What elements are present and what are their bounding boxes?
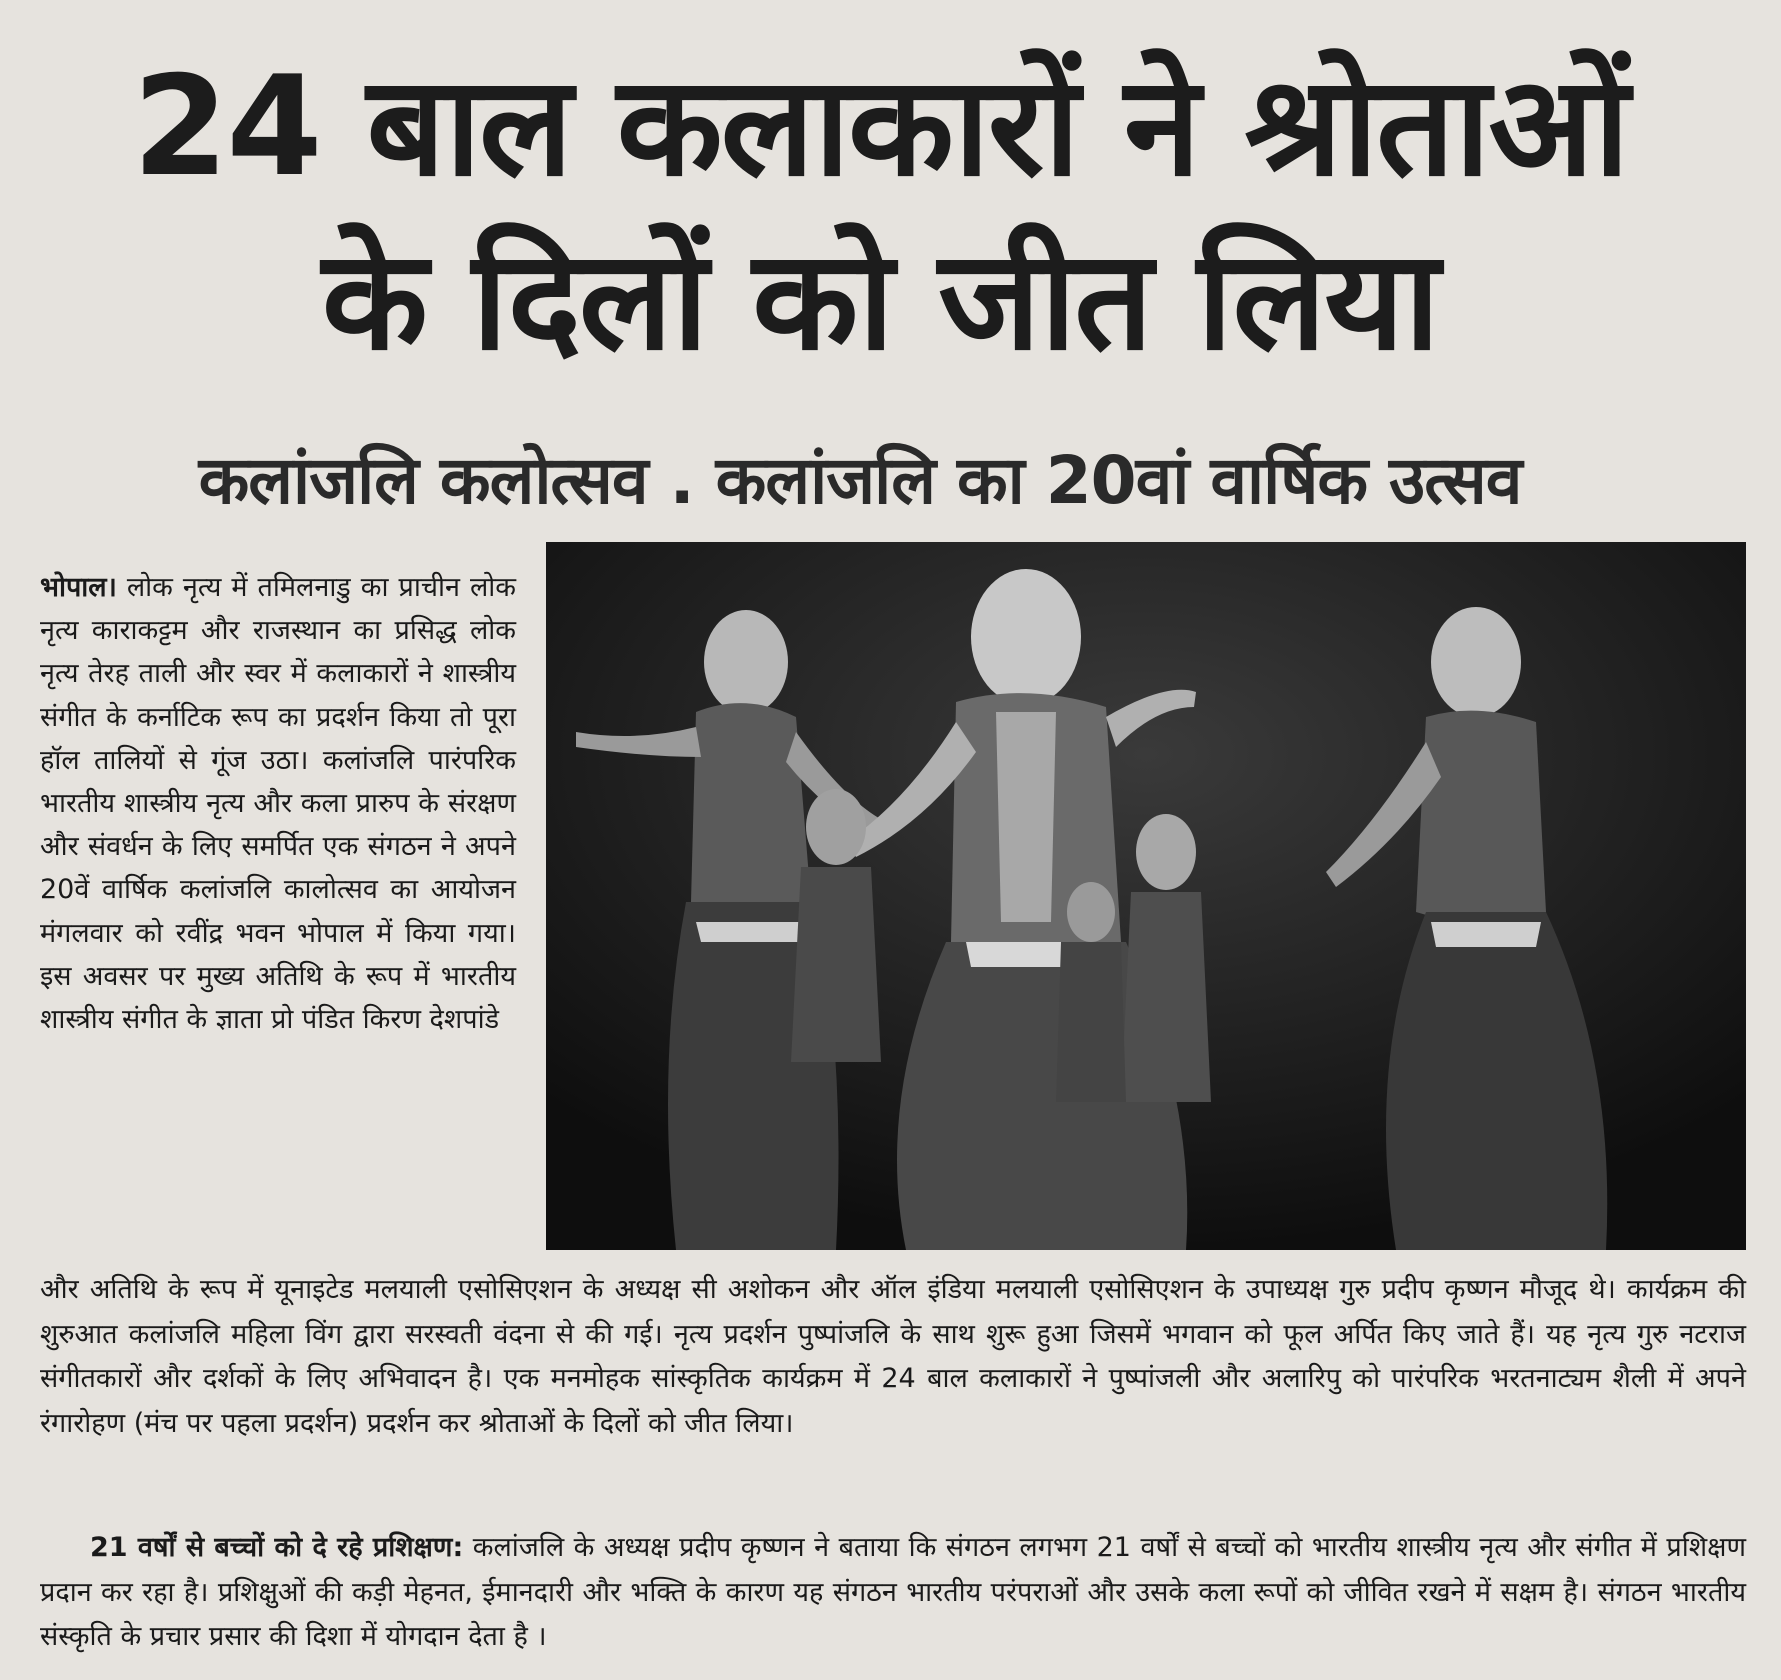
article-final-paragraph [40, 1526, 1746, 1660]
article-continued: और अतिथि के रूप में यूनाइटेड मलयाली एसोसिएशन के अध्यक्ष सी अशोकन और ऑल इंडिया मलयाली एसोसिएशन के उपाध्यक्ष गुरु प्रदीप कृष्णन मौजूद थे। कार्यक्रम की शुरुआत कलांजलि महिला विंग द्वारा सरस्वती वंदना से की गई। नृत्य प्रदर्शन पुष्पांजलि के साथ शुरू हुआ जिसमें भगवान को फूल अर्पित किए जाते हैं। यह नृत्य गुरु नटराज संगीतकारों और दर्शकों के लिए अभिवादन है। एक मनमोहक सांस्कृतिक कार्यक्रम में 24 बाल कलाकारों ने पुष्पांजली और अलारिपु को पारंपरिक भरतनाट्यम शैली में अपने रंगारोहण (मंच पर पहला प्रदर्शन) प्रदर्शन कर श्रोताओं के दिलों को जीत लिया। [40, 1274, 1746, 1439]
headline-line-2: के दिलों को जीत लिया [321, 220, 1439, 381]
dance-performance-photo [546, 542, 1746, 1250]
article-column-text: लोक नृत्य में तमिलनाडु का प्राचीन लोक नृत्य काराकट्टम और राजस्थान का प्रसिद्ध लोक नृत्य तेरह ताली और स्वर में कलाकारों ने शास्त्रीय संगीत के कर्नाटिक रूप का प्रदर्शन किया तो पूरा हॉल तालियों से गूंज उठा। कलांजलि पारंपरिक भारतीय शास्त्रीय नृत्य और कला प्रारुप के संरक्षण और संवर्धन के लिए समर्पित एक संगठन ने अपने 20वें वार्षिक कलांजलि कालोत्सव का आयोजन मंगलवार को रवींद्र भवन भोपाल में किया गया। इस अवसर पर मुख्य अतिथि के रूप में भारतीय शास्त्रीय संगीत के ज्ञाता प्रो पंडित किरण देशपांडे [40, 572, 516, 1036]
article-subhead: 21 वर्षों से बच्चों को दे रहे प्रशिक्षण: [90, 1532, 464, 1563]
article-column [40, 566, 516, 1041]
subheadline: कलांजलि कलोत्सव . कलांजलि का 20वां वार्षिक उत्सव [198, 442, 1522, 519]
dateline: भोपाल। [40, 572, 117, 603]
dancers-illustration [546, 542, 1746, 1250]
article-final-text: कलांजलि के अध्यक्ष प्रदीप कृष्णन ने बताया कि संगठन लगभग 21 वर्षों से बच्चों को भारतीय शास्त्रीय नृत्य और संगीत में प्रशिक्षण प्रदान कर रहा है। प्रशिक्षुओं की कड़ी मेहनत, ईमानदारी और भक्ति के कारण यह संगठन भारतीय परंपराओं और उसके कला रूपों को जीवित रखने में सक्षम है। संगठन भारतीय संस्कृति के प्रचार प्रसार की दिशा में योगदान देता है । [40, 1532, 1747, 1652]
headline-line-1: 24 बाल कलाकारों ने श्रोताओं [132, 46, 1628, 207]
